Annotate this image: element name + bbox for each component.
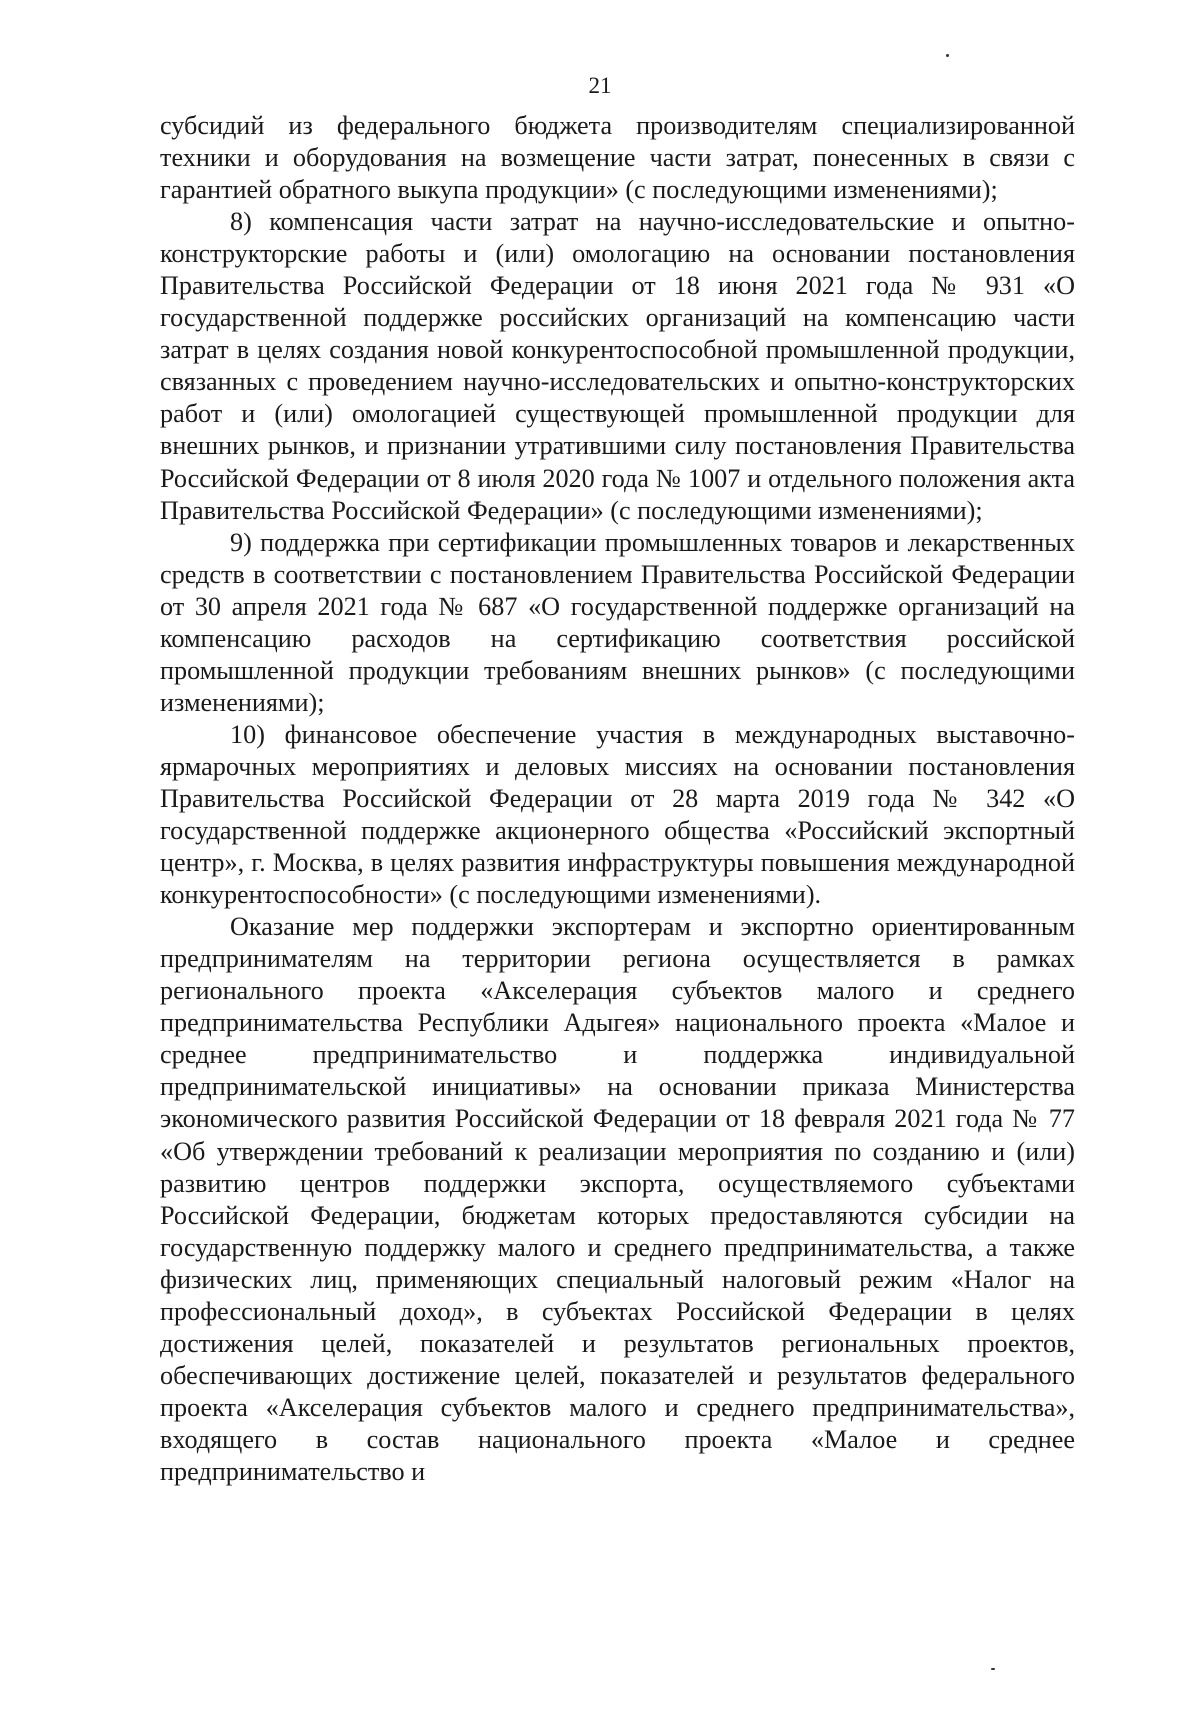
paragraph-item-9: 9) поддержка при сертификации промышленных товаров и лекарственных средств в соответствии с постановлением Правительства Российской Федерации от 30 апреля 2021 года № 687 «О государственной поддержке организаций на компенсацию расходов на сертификацию соответствия российской промышленной продукции требованиям внешних рынков» (с последующими изменениями); [160, 527, 1075, 717]
document-body [160, 110, 1075, 1488]
paragraph-export-support: Оказание мер поддержки экспортерам и экспортно ориентированным предпринимателям на территории региона осуществляется в рамках регионального проекта «Акселерация субъектов малого и среднего предпринимательства Республики Адыгея» национального проекта «Малое и среднее предпринимательство и поддержка индивидуальной предпринимательской инициативы» на основании приказа Министерства экономического развития Российской Федерации от 18 февраля 2021 года № 77 «Об утверждении требований к реализации мероприятия по созданию и (или) развитию центров поддержки экспорта, осуществляемого субъектами Российской Федерации, бюджетам которых предоставляются субсидии на государственную поддержку малого и среднего предпринимательства, а также физических лиц, применяющих специальный налоговый режим «Налог на профессиональный доход», в субъектах Российской Федерации в целях достижения целей, показателей и результатов региональных проектов, обеспечивающих достижение целей, показателей и результатов федерального проекта «Акселерация субъектов малого и среднего предпринимательства», входящего в состав национального проекта «Малое и среднее предпринимательство и [160, 912, 1075, 1486]
paragraph-item-8: 8) компенсация части затрат на научно-исследовательские и опытно-конструкторские работы и (или) омологацию на основании постановления Правительства Российской Федерации от 18 июня 2021 года № 931 «О государственной поддержке российских организаций на компенсацию части затрат в целях создания новой конкурентоспособной промышленной продукции, связанных с проведением научно-исследовательских и опытно-конструкторских работ и (или) омологацией существующей промышленной продукции для внешних рынков, и признании утратившими силу постановления Правительства Российской Федерации от 8 июля 2020 года № 1007 и отдельного положения акта Правительства Российской Федерации» (с последующими изменениями); [160, 207, 1075, 525]
scan-artifact-top [946, 54, 949, 57]
paragraph-continuation: субсидий из федерального бюджета производителям специализированной техники и оборудования на возмещение части затрат, понесенных в связи с гарантией обратного выкупа продукции» (с последующими изменениями); [160, 111, 1075, 205]
paragraph-item-10: 10) финансовое обеспечение участия в международных выставочно-ярмарочных мероприятиях и деловых миссиях на основании постановления Правительства Российской Федерации от 28 марта 2019 года № 342 «О государственной поддержке акционерного общества «Российский экспортный центр», г. Москва, в целях развития инфраструктуры повышения международной конкурентоспособности» (с последующими изменениями). [160, 719, 1075, 910]
page-number: 21 [588, 73, 612, 98]
scan-artifact-bottom [991, 1668, 995, 1670]
